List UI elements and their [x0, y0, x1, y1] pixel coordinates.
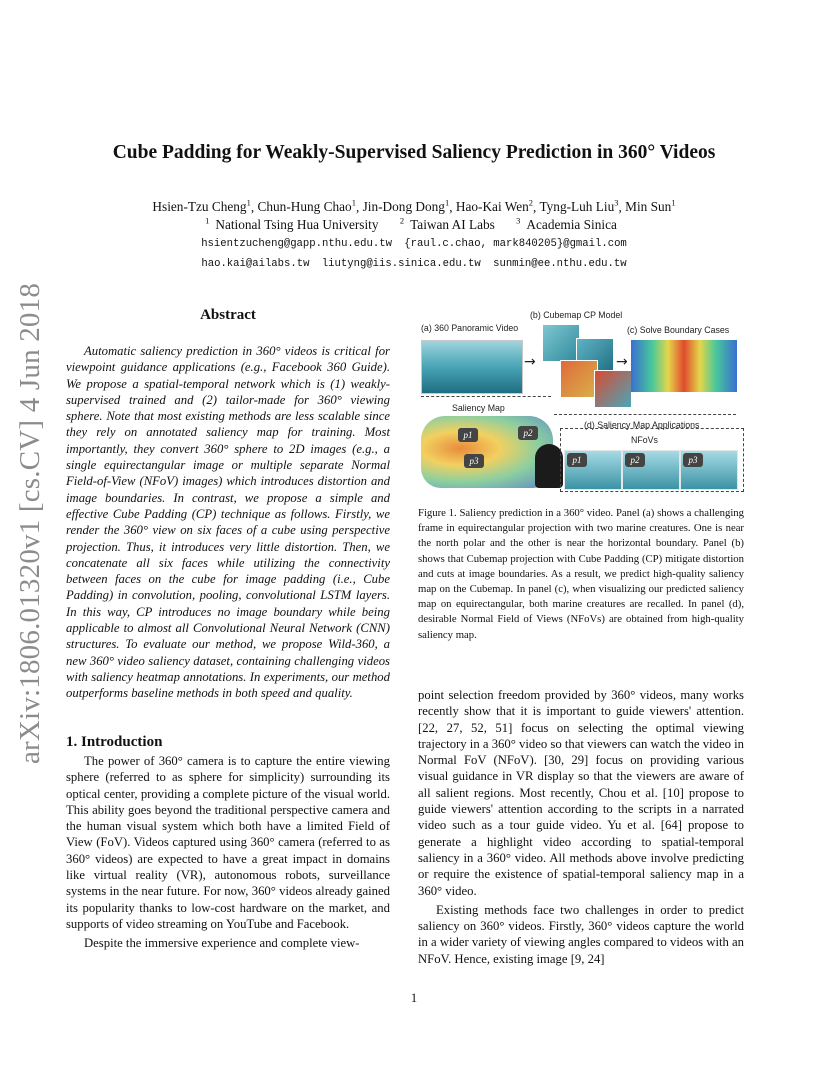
- author: Jin-Dong Dong$^1$: [362, 198, 450, 215]
- affiliation: $^1$ National Tsing Hua University: [205, 216, 379, 233]
- panorama-image: [421, 340, 523, 394]
- cube-face: [594, 370, 632, 408]
- marker-p2: p2: [518, 426, 538, 440]
- email: sunmin@ee.nthu.edu.tw: [493, 258, 627, 270]
- email: liutyng@iis.sinica.edu.tw: [321, 258, 481, 270]
- nfov-image: p3: [680, 450, 738, 490]
- arrow-icon: →: [524, 354, 536, 370]
- arxiv-stamp: [6, 282, 56, 764]
- nfov-image: p1: [564, 450, 622, 490]
- author: Chun-Hung Chao$^1$: [257, 198, 356, 215]
- panel-c-label: (c) Solve Boundary Cases: [627, 325, 730, 335]
- abstract-text: Automatic saliency prediction in 360° videos is critical for viewpoint guidance applications (e.g., Facebook 360 Guide). We propose a spatial-temporal network which is (1) weakly-supervised trained and (2) tailor-made for 360° viewing sphere. Note that most existing methods are less scalable since they rely on annotated saliency map for training. Most importantly, they convert 360° sphere to 2D images (e.g., a single equirectangular image or multiple separate Normal Field-of-View (NFoV) images) which introduces distortion and image boundaries. In contrast, we propose a simple and effective Cube Padding (CP) technique as follows. Firstly, we render the 360° view on six faces of a cube using perspective projection. Thus, it introduces very little distortion. Then, we concatenate all six faces while utilizing the connectivity between faces on the cube for image padding (i.e., Cube Padding) in convolution, pooling, convolutional LSTM layers. In this way, CP introduces no image boundary while being applicable to almost all Convolutional Neural Network (CNN) structures. To evaluate our method, we propose Wild-360, a new 360° video saliency dataset, containing challenging videos with saliency heatmap annotations. In experiments, our method outperforms baseline methods in both speed and quality.: [66, 344, 390, 701]
- section-heading-introduction: 1. Introduction: [66, 734, 163, 750]
- affiliation: $^3$ Academia Sinica: [516, 216, 617, 233]
- arxiv-stamp-text: arXiv:1806.01320v1 [cs.CV] 4 Jun 2018: [14, 282, 47, 764]
- dashed-divider: [421, 396, 551, 397]
- affiliation: $^2$ Taiwan AI Labs: [399, 216, 495, 233]
- saliency-map-label: Saliency Map: [452, 403, 505, 413]
- email: hao.kai@ailabs.tw: [201, 258, 310, 270]
- marker-p1: p1: [458, 428, 478, 442]
- email: hsientzucheng@gapp.nthu.edu.tw: [201, 238, 392, 250]
- paragraph: Existing methods face two challenges in order to predict saliency on 360° videos. Firstly, 360° videos capture the world in a wider variety of viewing angles compared to videos with an NFoV. Hence, existing image [9, 24]: [418, 902, 744, 966]
- dashed-divider: [554, 414, 736, 415]
- email: {raul.c.chao, mark840205}@gmail.com: [404, 238, 627, 250]
- author: Min Sun$^1$: [625, 198, 676, 215]
- email-line-1: [0, 238, 828, 250]
- figure-caption: Figure 1. Saliency prediction in a 360° video. Panel (a) shows a challenging frame in equirectangular projection with two marine creatures. One is near the north polar and the other is near the horizontal boundary. Panel (b) shows that Cubemap projection with Cube Padding (CP) mitigate distortion and cuts at image boundaries. As a result, we predict high-quality saliency map on the Cubemap. In panel (c), when visualizing our predicted saliency map on equirectangular, both marine creatures are recalled. In panel (d), desirable Normal Field of Views (NFoVs) are obtained from high-quality saliency map.: [418, 507, 744, 641]
- paragraph: The power of 360° camera is to capture the entire viewing sphere (referred to as sphere for simplicity) surrounding its optical center, providing a complete picture of the visual world. This ability goes beyond the traditional perspective camera and the human visual system which both have a limited Field of View (FoV). Videos captured using 360° camera (referred to as 360° videos) are expected to have a great impact in domains like virtual reality (VR), autonomous robots, surveillance systems in the near future. For now, 360° videos already gained its popularity thanks to low-cost hardware on the market, and supports of video streaming on YouTube and Facebook.: [66, 754, 390, 931]
- author-list: Hsien-Tzu Cheng$^1$, Chun-Hung Chao$^1$, Jin-Dong Dong$^1$, Hao-Kai Wen$^2$, Tyng-Luh Liu$^3$, Min Sun$^1$: [152, 198, 676, 215]
- panel-a-label: (a) 360 Panoramic Video: [421, 323, 519, 333]
- paragraph: Despite the immersive experience and complete view-: [84, 936, 360, 951]
- arrow-icon: →: [616, 354, 628, 370]
- introduction-text: [66, 753, 390, 952]
- abstract-heading: Abstract: [200, 307, 256, 323]
- viewer-silhouette: [535, 444, 563, 488]
- panel-d-label: (d) Saliency Map Applications: [584, 420, 700, 430]
- marker-p3: p3: [464, 454, 484, 468]
- cube-face: [560, 360, 598, 398]
- affiliation-list: [0, 216, 828, 233]
- cube-face: [542, 324, 580, 362]
- author: Hao-Kai Wen$^2$: [455, 198, 534, 215]
- figure-1: [418, 308, 744, 496]
- paper-title: Cube Padding for Weakly-Supervised Saliency Prediction in 360° Videos: [112, 142, 716, 163]
- page-number: 1: [410, 991, 418, 1005]
- nfovs-label: NFoVs: [631, 435, 658, 445]
- boundary-heatmap-image: [631, 340, 737, 392]
- panel-b-label: (b) Cubemap CP Model: [530, 310, 623, 320]
- nfov-image: p2: [622, 450, 680, 490]
- email-line-2: [0, 258, 828, 270]
- author: Tyng-Luh Liu$^3$: [539, 198, 619, 215]
- author: Hsien-Tzu Cheng$^1$: [152, 198, 251, 215]
- right-column-text: [418, 687, 744, 967]
- paragraph: point selection freedom provided by 360° videos, many works recently show that it is important to guide viewers' attention. [22, 27, 52, 51] focus on selecting the optimal viewing trajectory in a 360° video so that viewers can watch the video in Normal FoV (NFoV). [30, 29] focus on providing various visual guidance in VR display so that the viewers are aware of all salient regions. Most recently, Chou et al. [10] propose to guide viewers' attention according to the scripts in a narrated video such as a tour guide video. Yu et al. [64] propose to generate a highlight video according to spatial-temporal saliency in a 360° video. All methods above involve predicting or require the existence of spatial-temporal saliency map in a 360° video.: [418, 688, 744, 898]
